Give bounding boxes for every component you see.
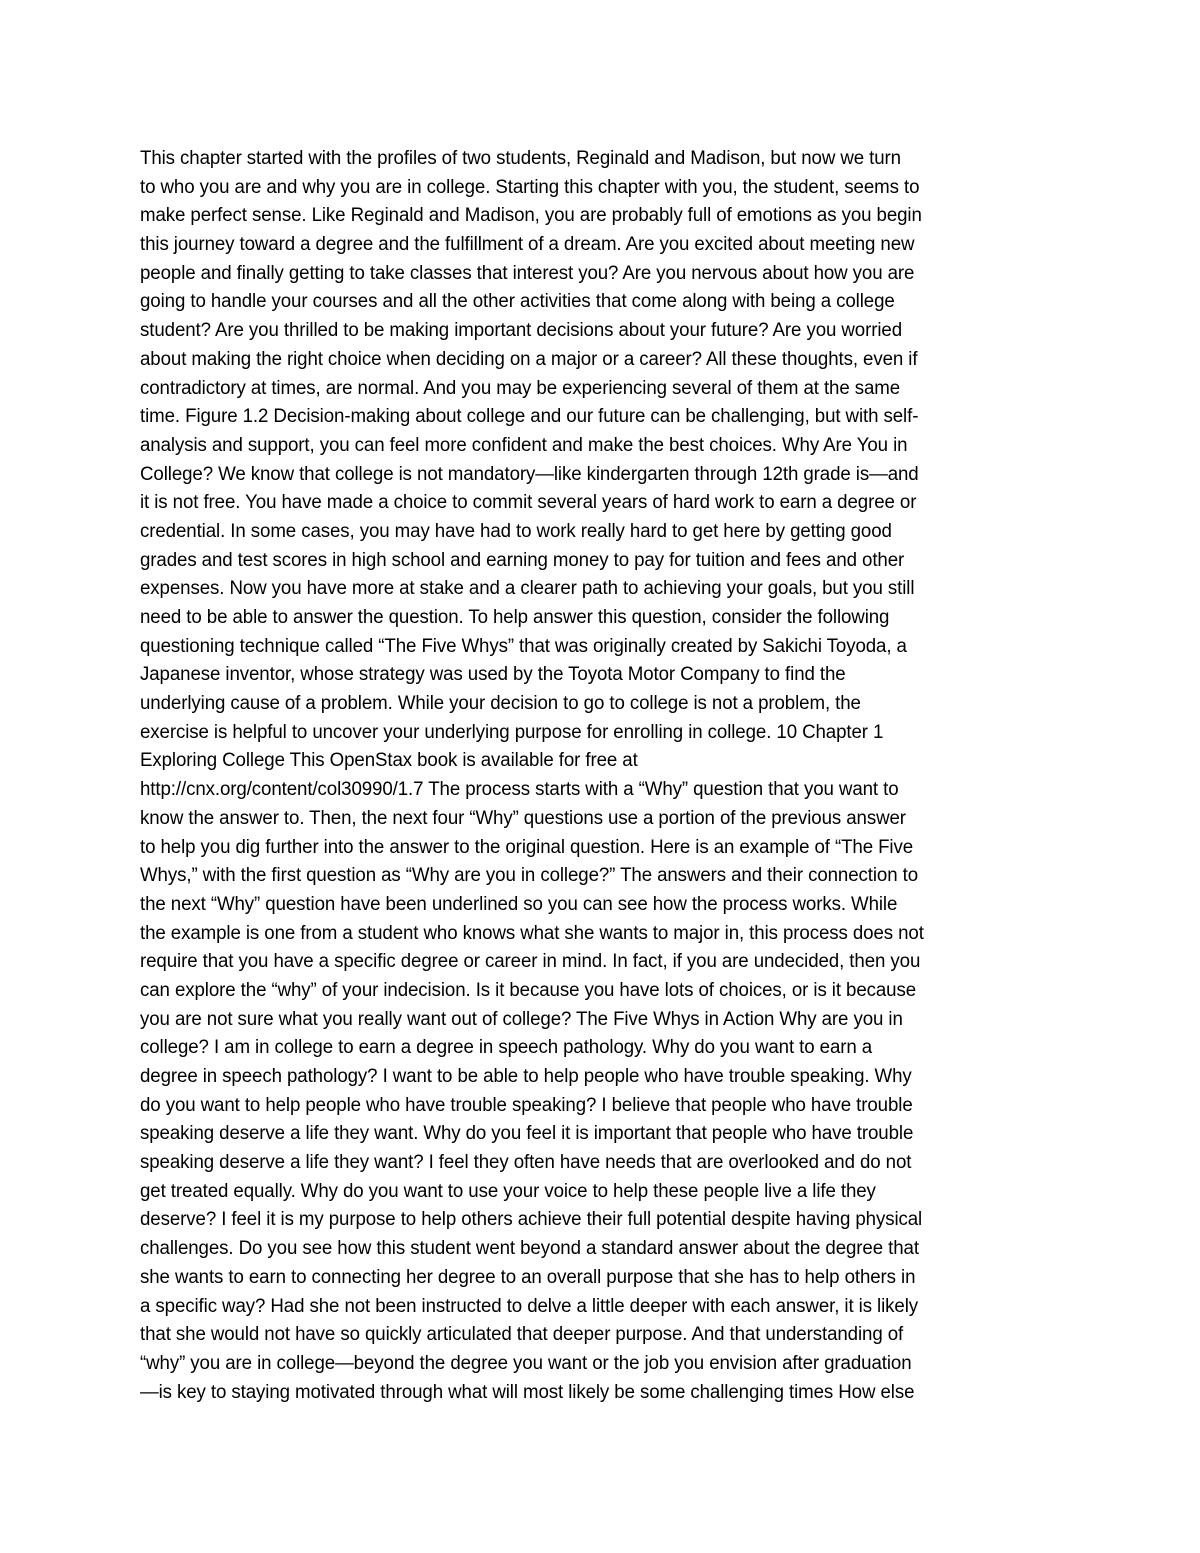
text-line: about making the right choice when deciding on a major or a career? All these thoughts, even if [140, 348, 918, 370]
text-line: Japanese inventor, whose strategy was used by the Toyota Motor Company to find the [140, 664, 846, 686]
text-line: degree in speech pathology? I want to be able to help people who have trouble speaking. Why [140, 1066, 912, 1087]
text-line: challenges. Do you see how this student went beyond a standard answer about the degree that [140, 1238, 919, 1260]
text-line: she wants to earn to connecting her degree to an overall purpose that she has to help others in [140, 1266, 916, 1288]
text-line: expenses. Now you have more at stake and a clearer path to achieving your goals, but you still [140, 578, 915, 600]
text-line: speaking deserve a life they want. Why do you feel it is important that people who have trouble [140, 1123, 914, 1145]
text-line: it is not free. You have made a choice to commit several years of hard work to earn a degree or [140, 492, 917, 514]
text-line: Whys,” with the first question as “Why are you in college?” The answers and their connection to [140, 865, 919, 887]
text-line: make perfect sense. Like Reginald and Madison, you are probably full of emotions as you begin [140, 205, 922, 227]
text-line: student? Are you thrilled to be making important decisions about your future? Are you worried [140, 320, 903, 342]
text-line: “why” you are in college—beyond the degree you want or the job you envision after graduation [140, 1352, 912, 1374]
text-line: deserve? I feel it is my purpose to help others achieve their full potential despite having physical [140, 1209, 923, 1231]
text-line: you are not sure what you really want out of college? The Five Whys in Action Why are you in [140, 1008, 903, 1030]
text-line: this journey toward a degree and the fulfillment of a dream. Are you excited about meeting new [140, 234, 915, 256]
text-line: do you want to help people who have trouble speaking? I believe that people who have trouble [140, 1094, 913, 1116]
text-line: the example is one from a student who knows what she wants to major in, this process does not [140, 922, 924, 944]
text-line: that she would not have so quickly articulated that deeper purpose. And that understanding of [140, 1324, 904, 1346]
text-line: College? We know that college is not mandatory—like kindergarten through 12th grade is—and [140, 463, 919, 485]
text-line: need to be able to answer the question. To help answer this question, consider the following [140, 607, 890, 628]
text-line: to help you dig further into the answer to the original question. Here is an example of “The Five [140, 836, 914, 858]
text-line: credential. In some cases, you may have had to work really hard to get here by getting good [140, 520, 892, 542]
text-line: analysis and support, you can feel more confident and make the best choices. Why Are You in [140, 434, 908, 456]
text-line: a specific way? Had she not been instructed to delve a little deeper with each answer, it is likely [140, 1295, 919, 1317]
text-line: This chapter started with the profiles of two students, Reginald and Madison, but now we turn [140, 148, 901, 169]
text-line: exercise is helpful to uncover your underlying purpose for enrolling in college. 10 Chapter 1 [140, 721, 884, 743]
document-page [140, 145, 1080, 1407]
text-line: underlying cause of a problem. While your decision to go to college is not a problem, the [140, 693, 861, 715]
text-line: questioning technique called “The Five Whys” that was originally created by Sakichi Toyoda, a [140, 635, 907, 657]
text-line: —is key to staying motivated through what will most likely be some challenging times How else [140, 1381, 915, 1403]
text-line: going to handle your courses and all the other activities that come along with being a college [140, 291, 895, 313]
text-line: require that you have a specific degree or career in mind. In fact, if you are undecided, then you [140, 951, 921, 973]
text-line: people and finally getting to take classes that interest you? Are you nervous about how you are [140, 262, 915, 284]
text-line: get treated equally. Why do you want to use your voice to help these people live a life they [140, 1180, 876, 1202]
text-line: speaking deserve a life they want? I feel they often have needs that are overlooked and do not [140, 1152, 912, 1174]
text-line: contradictory at times, are normal. And you may be experiencing several of them at the same [140, 377, 901, 399]
text-line: http://cnx.org/content/col30990/1.7 The process starts with a “Why” question that you want to [140, 779, 899, 801]
text-line: to who you are and why you are in college. Starting this chapter with you, the student, seems to [140, 176, 920, 198]
text-line: time. Figure 1.2 Decision-making about college and our future can be challenging, but with self- [140, 406, 919, 428]
text-line: the next “Why” question have been underlined so you can see how the process works. While [140, 893, 898, 915]
text-line: know the answer to. Then, the next four “Why” questions use a portion of the previous answer [140, 807, 906, 829]
text-line: Exploring College This OpenStax book is available for free at [140, 750, 638, 772]
text-line: can explore the “why” of your indecision. Is it because you have lots of choices, or is it because [140, 979, 917, 1001]
text-line: college? I am in college to earn a degree in speech pathology. Why do you want to earn a [140, 1037, 873, 1059]
text-line: grades and test scores in high school and earning money to pay for tuition and fees and other [140, 549, 905, 571]
